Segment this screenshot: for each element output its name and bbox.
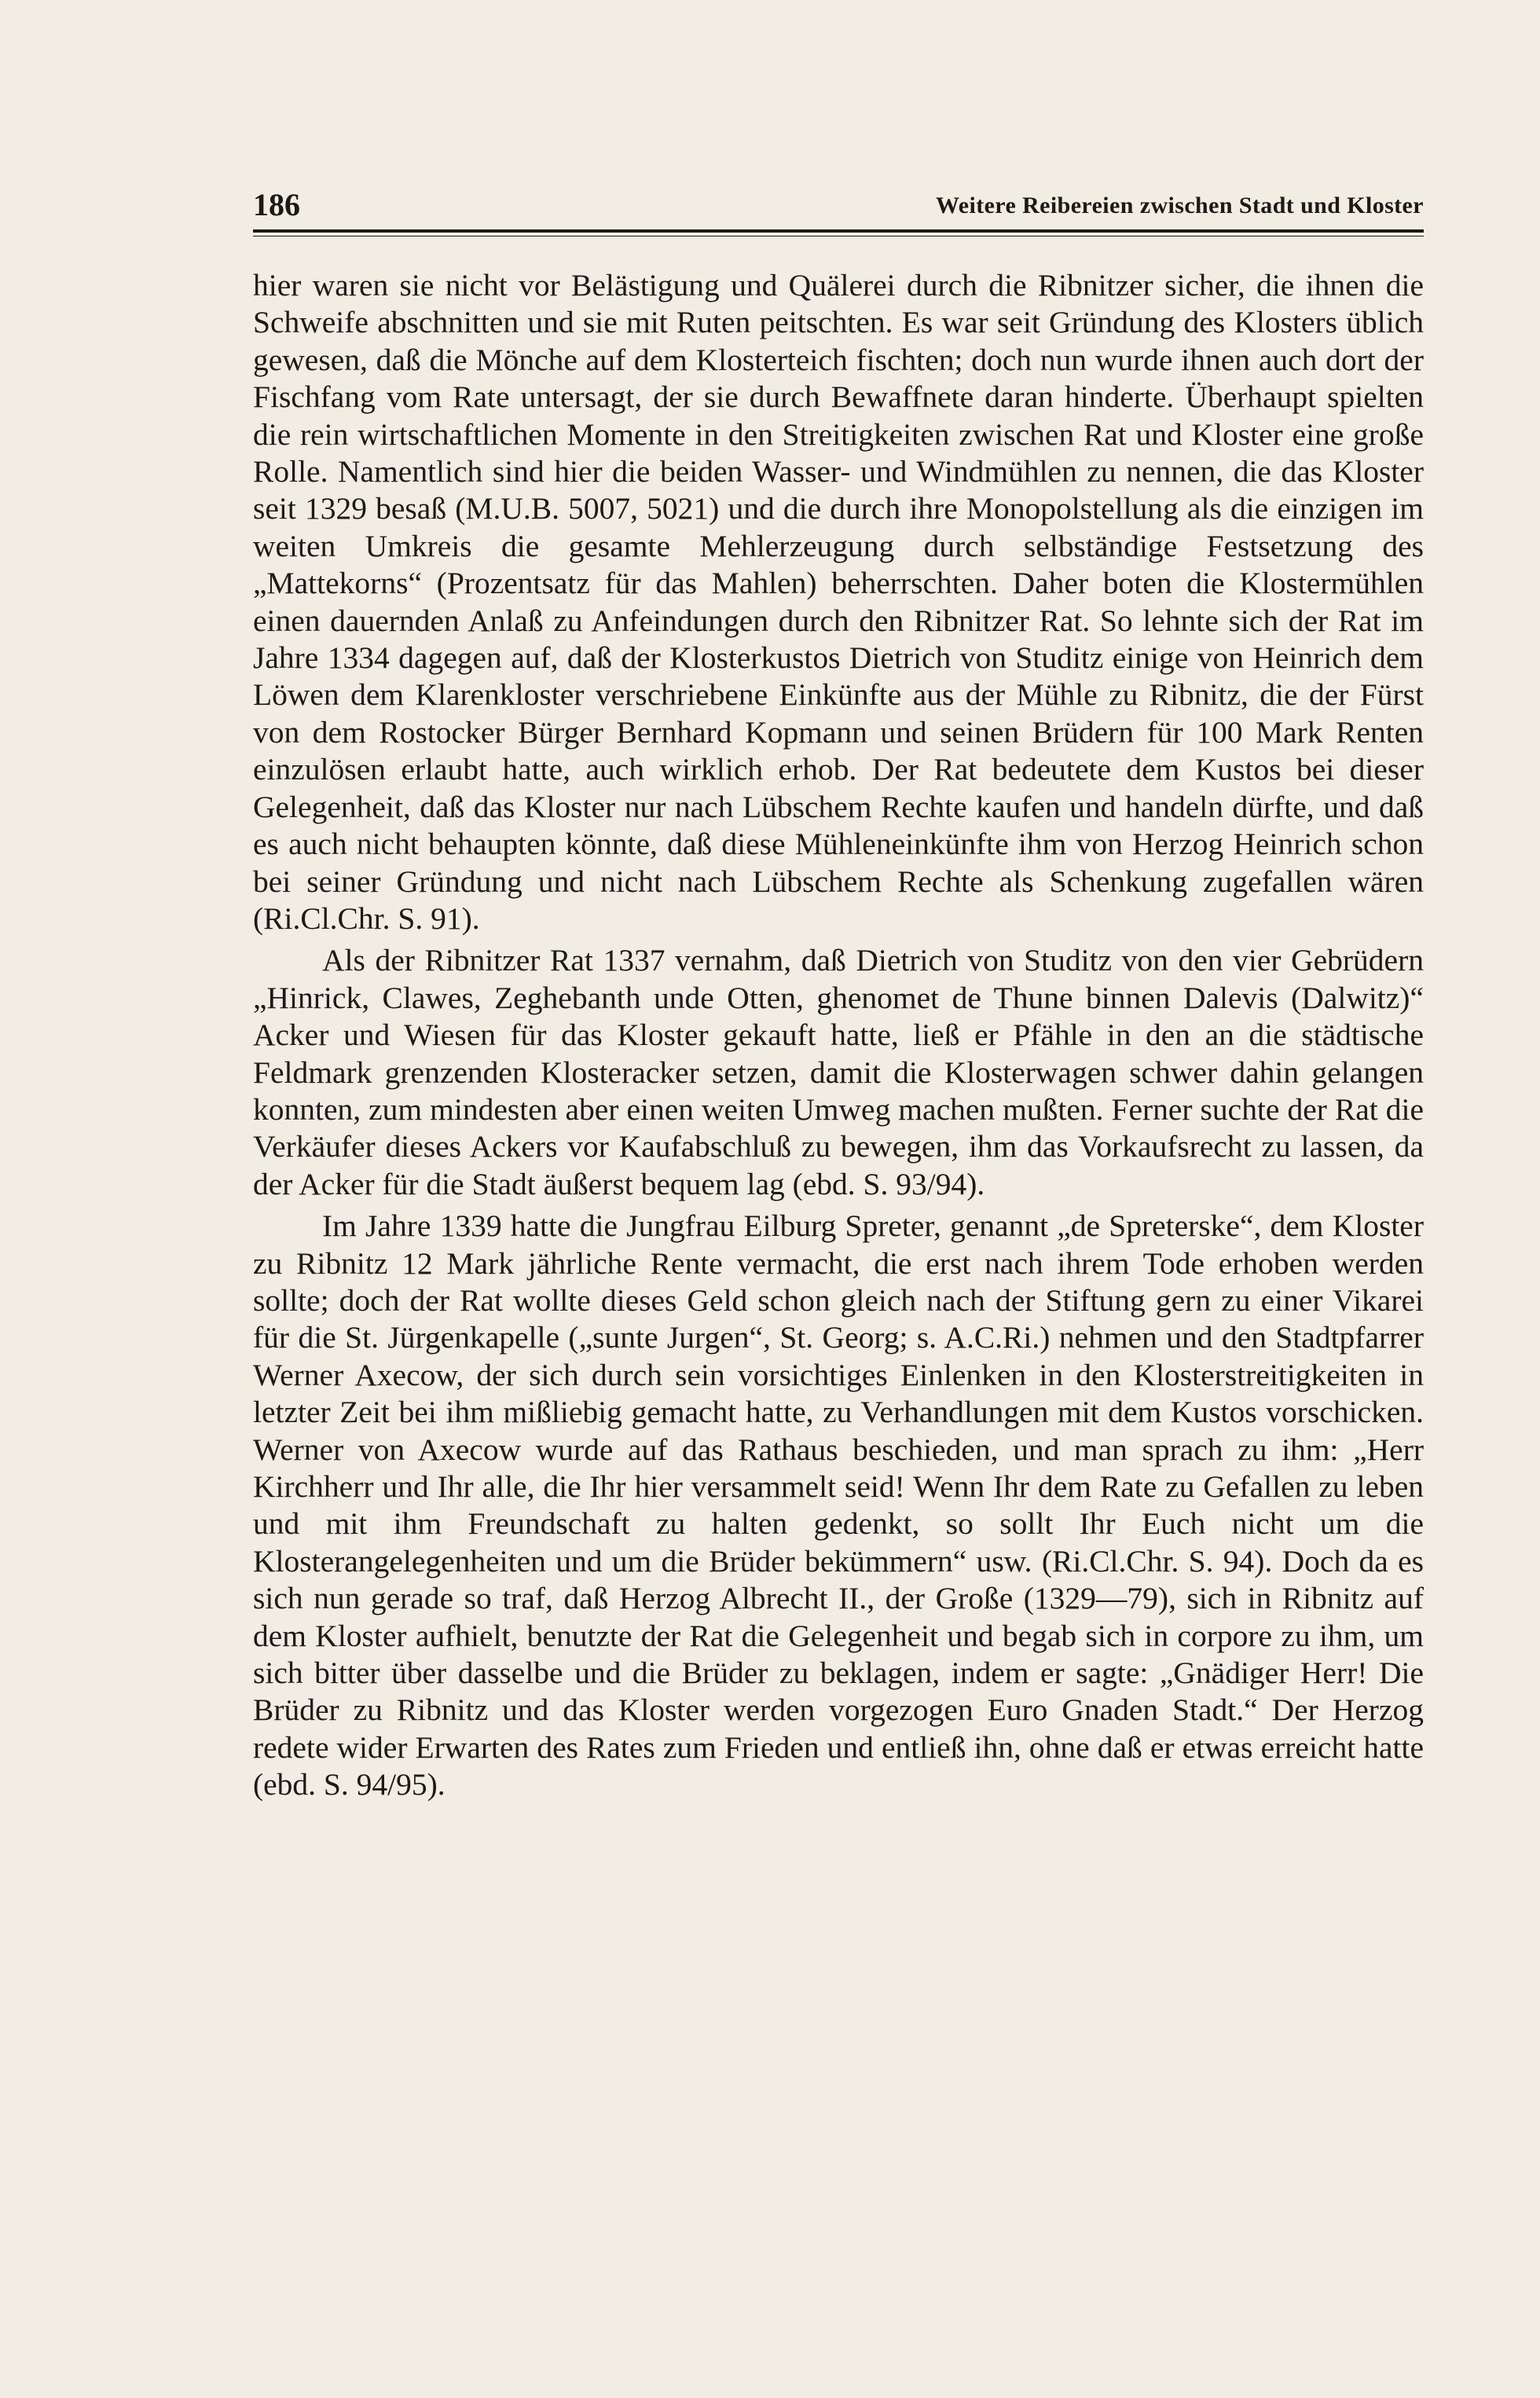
body-text — [253, 267, 1424, 1804]
paragraph-1: hier waren sie nicht vor Belästigung und Quälerei durch die Ribnitzer sicher, die ihnen die Schweife abschnitten und sie mit Ruten peitschten. Es war seit Gründung des Klosters üblich gewesen, daß die Mönche auf dem Klosterteich fischten; doch nun wurde ihnen auch dort der Fischfang vom Rate untersagt, der sie durch Bewaffnete daran hinderte. Überhaupt spielten die rein wirtschaftlichen Momente in den Streitigkeiten zwischen Rat und Kloster eine große Rolle. Namentlich sind hier die beiden Wasser- und Windmühlen zu nennen, die das Kloster seit 1329 besaß (M.U.B. 5007, 5021) und die durch ihre Monopolstellung als die einzigen im weiten Umkreis die gesamte Mehlerzeugung durch selbständige Festsetzung des „Mattekorns“ (Prozentsatz für das Mahlen) beherrschten. Daher boten die Klostermühlen einen dauernden Anlaß zu Anfeindungen durch den Ribnitzer Rat. So lehnte sich der Rat im Jahre 1334 dagegen auf, daß der Klosterkustos Dietrich von Studitz einige von Heinrich dem Löwen dem Klarenkloster verschriebene Einkünfte aus der Mühle zu Ribnitz, die der Fürst von dem Rostocker Bürger Bernhard Kopmann und seinen Brüdern für 100 Mark Renten einzulösen erlaubt hatte, auch wirklich erhob. Der Rat bedeutete dem Kustos bei dieser Gelegenheit, daß das Kloster nur nach Lübschem Rechte kaufen und handeln dürfte, und daß es auch nicht behaupten könnte, daß diese Mühleneinkünfte ihm von Herzog Heinrich schon bei seiner Gründung und nicht nach Lübschem Rechte als Schenkung zugefallen wären (Ri.Cl.Chr. S. 91). — [253, 268, 1424, 936]
running-title: Weitere Reibereien zwischen Stadt und Kloster — [936, 192, 1424, 218]
header-rule-thick — [253, 229, 1424, 233]
page-header — [253, 185, 1424, 233]
paragraph-3: Im Jahre 1339 hatte die Jungfrau Eilburg Spreter, genannt „de Spreterske“, dem Kloster zu Ribnitz 12 Mark jährliche Rente vermacht, die erst nach ihrem Tode erhoben werden sollte; doch der Rat wollte dieses Geld schon gleich nach der Stiftung gern zu einer Vikarei für die St. Jürgenkapelle („sunte Jurgen“, St. Georg; s. A.C.Ri.) nehmen und den Stadtpfarrer Werner Axecow, der sich durch sein vorsichtiges Einlenken in den Klosterstreitigkeiten in letzter Zeit bei ihm mißliebig gemacht hatte, zu Verhandlungen mit dem Kustos vorschicken. Werner von Axecow wurde auf das Rathaus beschieden, und man sprach zu ihm: „Herr Kirchherr und Ihr alle, die Ihr hier versammelt seid! Wenn Ihr dem Rate zu Gefallen zu leben und mit ihm Freundschaft zu halten gedenkt, so sollt Ihr Euch nicht um die Klosterangelegenheiten und um die Brüder bekümmern“ usw. (Ri.Cl.Chr. S. 94). Doch da es sich nun gerade so traf, daß Herzog Albrecht II., der Große (1329—79), sich in Ribnitz auf dem Kloster aufhielt, benutzte der Rat die Gelegenheit und begab sich in corpore zu ihm, um sich bitter über dasselbe und die Brüder zu beklagen, indem er sagte: „Gnädiger Herr! Die Brüder zu Ribnitz und das Kloster werden vorgezogen Euro Gnaden Stadt.“ Der Herzog redete wider Erwarten des Rates zum Frieden und entließ ihn, ohne daß er etwas erreicht hatte (ebd. S. 94/95). — [253, 1208, 1424, 1802]
paragraph-2: Als der Ribnitzer Rat 1337 vernahm, daß Dietrich von Studitz von den vier Gebrüdern „Hinrick, Clawes, Zeghebanth unde Otten, ghenomet de Thune binnen Dalevis (Dalwitz)“ Acker und Wiesen für das Kloster gekauft hatte, ließ er Pfähle in den an die städtische Feldmark grenzenden Klosteracker setzen, damit die Klosterwagen schwer dahin gelangen konnten, zum mindesten aber einen weiten Umweg machen mußten. Ferner suchte der Rat die Verkäufer dieses Ackers vor Kaufabschluß zu bewegen, ihm das Vorkaufsrecht zu lassen, da der Acker für die Stadt äußerst bequem lag (ebd. S. 93/94). — [253, 943, 1424, 1201]
page-number: 186 — [253, 187, 300, 222]
